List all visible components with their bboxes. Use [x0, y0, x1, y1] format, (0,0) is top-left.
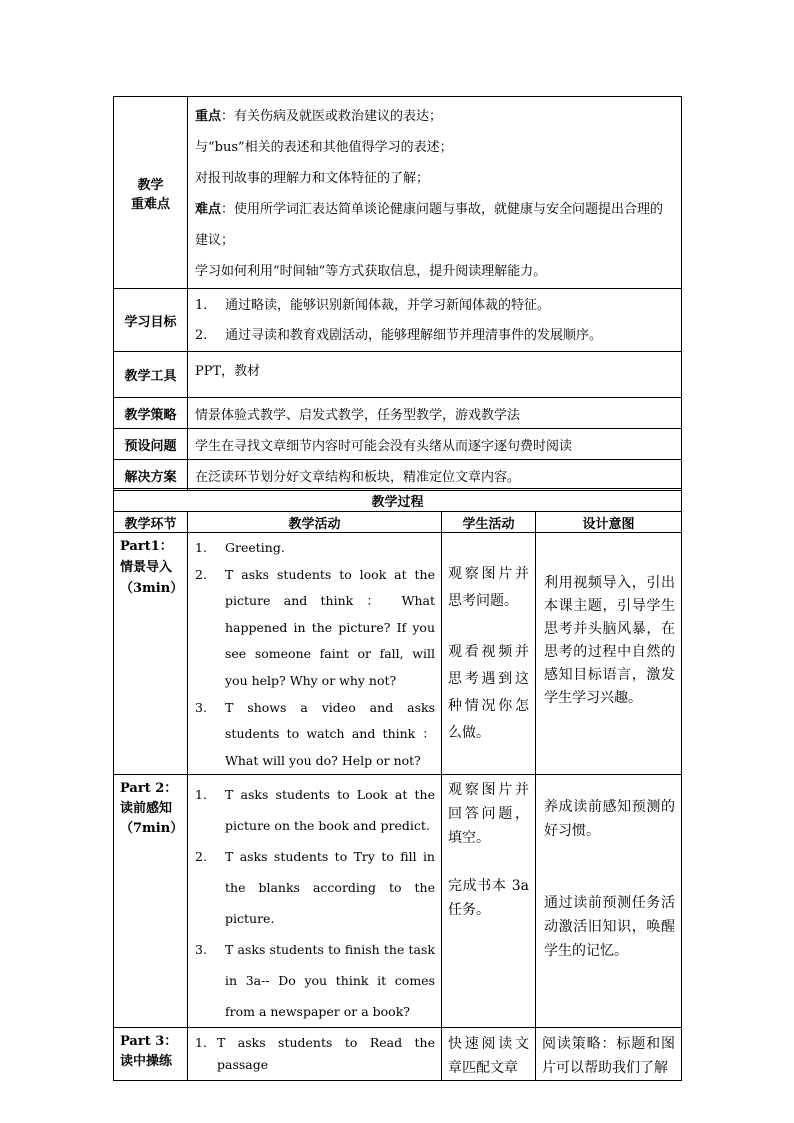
objective-item [188, 321, 681, 351]
process-title: 教学过程 [114, 489, 682, 512]
process-header-row [114, 512, 682, 533]
stage-title: 读前感知 [120, 801, 173, 817]
part-row [114, 1028, 682, 1081]
student-activity: 观察图片并回答问题，填空。 [448, 782, 529, 847]
stage-title: 情景导入 [120, 560, 173, 575]
label-key-difficult [114, 97, 188, 289]
student-activity: 完成书本 3a 任务。 [448, 878, 529, 919]
stage-name: Part 2： [120, 781, 178, 797]
item-number: 3. [195, 699, 207, 715]
item-text: Greeting. [225, 540, 285, 555]
item-number: 1. [195, 540, 207, 555]
activity-cell [188, 533, 442, 775]
activity-cell [188, 1028, 442, 1081]
process-title-row [114, 489, 682, 512]
activity-cell [188, 775, 442, 1028]
difficult-point-text: ：使用所学词汇表达简单谈论健康问题与事故，就健康与安全问题提出合理的建议； [195, 202, 664, 248]
activity-item [188, 841, 441, 934]
key-point-tag: 重点 [195, 109, 222, 124]
key-point-text: 学习如何利用“时间轴”等方式获取信息，提升阅读理解能力。 [195, 264, 547, 279]
intent-cell [536, 1028, 682, 1081]
key-point-line [188, 256, 681, 287]
key-point-text: 与“bus”相关的表述和其他值得学习的表述； [195, 140, 453, 155]
design-intent: 阅读策略：标题和图片可以帮助我们了解 [542, 1036, 676, 1077]
key-point-text: ：有关伤病及就医或救治建议的表达； [221, 109, 443, 124]
activity-item [188, 562, 441, 695]
difficult-point-line [188, 194, 681, 256]
header-activity: 教学活动 [188, 512, 442, 533]
stage-duration: （3min） [120, 581, 184, 596]
item-text: T asks students to Read the passage [217, 1035, 435, 1073]
header-stage: 教学环节 [114, 512, 188, 533]
objectives-content [188, 289, 682, 352]
activity-item [188, 779, 441, 841]
key-point-line [188, 163, 681, 194]
student-activity: 观看视频并思考遇到这种情况你怎么做。 [448, 644, 529, 741]
student-cell [442, 775, 536, 1028]
label-solution: 解决方案 [114, 460, 188, 491]
item-number: 3. [195, 942, 207, 958]
student-cell [442, 533, 536, 775]
item-number: 1. [195, 298, 208, 313]
activity-item [188, 535, 441, 562]
design-intent: 利用视频导入，引出本课主题，引导学生思考并头脑风暴，在思考的过程中自然的感知目标语言，激发学生学习兴趣。 [544, 575, 676, 706]
plan-table-top [113, 96, 682, 491]
process-table [113, 488, 682, 1081]
item-number: 2. [195, 328, 208, 343]
stage-name: Part1： [120, 539, 173, 554]
label-line: 重难点 [130, 196, 170, 212]
item-number: 2. [195, 566, 207, 582]
header-intent: 设计意图 [536, 512, 682, 533]
item-number: 2. [195, 849, 207, 865]
design-intent: 通过读前预测任务活动激活旧知识，唤醒学生的记忆。 [544, 895, 676, 960]
label-objectives: 学习目标 [114, 289, 188, 352]
item-text: T asks students to Try to fill in the blanks according to the picture. [225, 849, 435, 927]
activity-item [188, 1032, 441, 1076]
row-teaching-strategy [114, 398, 682, 429]
key-points-content [188, 97, 682, 289]
activity-item [188, 934, 441, 1027]
label-line: 教学 [137, 177, 164, 193]
item-text: 通过寻读和教育戏剧活动，能够理解细节并理清事件的发展顺序。 [225, 328, 603, 343]
row-anticipated-problem [114, 429, 682, 460]
strategy-text: 情景体验式教学、启发式教学，任务型教学，游戏教学法 [195, 407, 521, 423]
stage-duration: （7min） [120, 821, 184, 837]
key-point-line [188, 101, 681, 132]
item-text: T asks students to Look at the picture on the book and predict. [225, 787, 435, 834]
intent-cell [536, 533, 682, 775]
label-problem: 预设问题 [114, 429, 188, 460]
key-point-text: 对报刊故事的理解力和文体特征的了解； [195, 171, 430, 186]
student-activity: 快速阅读文章匹配文章 [448, 1036, 529, 1077]
row-teaching-tools [114, 352, 682, 398]
header-student: 学生活动 [442, 512, 536, 533]
problem-text: 学生在寻找文章细节内容时可能会没有头绪从而逐字逐句费时阅读 [195, 438, 573, 454]
item-text: 通过略读，能够识别新闻体裁，并学习新闻体裁的特征。 [225, 298, 551, 313]
intent-cell [536, 775, 682, 1028]
design-intent: 养成读前感知预测的好习惯。 [544, 799, 676, 840]
tools-text: PPT，教材 [195, 364, 261, 379]
activity-item [188, 695, 441, 775]
student-activity: 观察图片并思考问题。 [448, 566, 529, 609]
row-learning-objectives [114, 289, 682, 352]
student-cell [442, 1028, 536, 1081]
label-strategy: 教学策略 [114, 398, 188, 429]
item-number: 1. [195, 1035, 207, 1051]
objective-item [188, 291, 681, 321]
row-solution [114, 460, 682, 491]
item-text: T asks students to finish the task in 3a-- Do you think it comes from a newspaper or a book? [225, 942, 435, 1020]
item-text: T shows a video and asks students to watch and think ：What will you do? Help or not? [225, 699, 435, 768]
part-row [114, 775, 682, 1028]
row-key-difficult-points [114, 97, 682, 289]
part-row [114, 533, 682, 775]
stage-cell [114, 1028, 188, 1081]
item-text: T asks students to look at the picture and think ： What happened in the picture? If you see someone faint or fall, will you help? Why or why not? [225, 566, 435, 688]
label-tools: 教学工具 [114, 352, 188, 398]
stage-title: 读中操练 [120, 1054, 173, 1070]
stage-name: Part 3： [120, 1034, 178, 1050]
stage-cell [114, 533, 188, 775]
solution-text: 在泛读环节划分好文章结构和板块，精准定位文章内容。 [195, 469, 521, 485]
item-number: 1. [195, 787, 207, 803]
key-point-line [188, 132, 681, 163]
difficult-point-tag: 难点 [195, 202, 222, 217]
stage-cell [114, 775, 188, 1028]
